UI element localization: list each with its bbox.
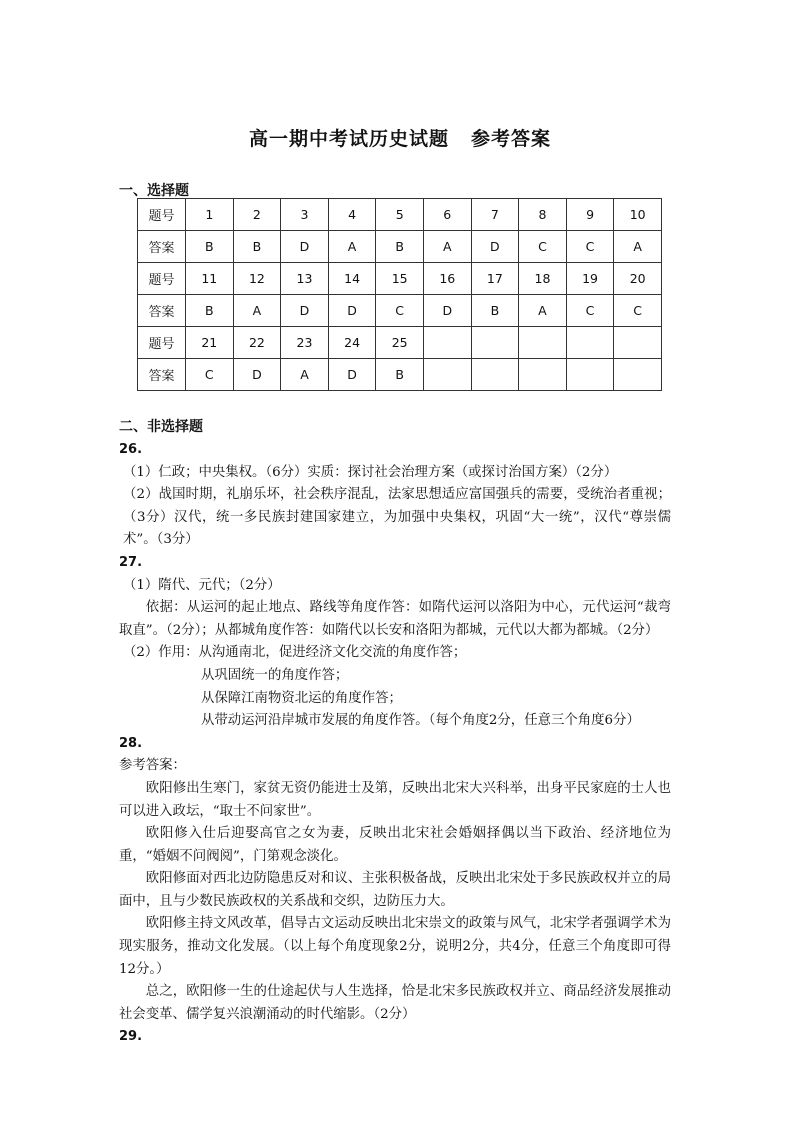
question-number-cell: 23	[281, 327, 329, 359]
answer-cell: D	[328, 359, 376, 391]
question-number-cell: 22	[233, 327, 281, 359]
answer-cell: A	[614, 231, 662, 263]
answer-row	[138, 295, 662, 327]
answer-line: 从巩固统一的角度作答；	[201, 667, 349, 683]
answer-cell	[471, 359, 519, 391]
answer-row	[138, 359, 662, 391]
answer-line: （2）战国时期，礼崩乐坏，社会秩序混乱，法家思想适应富国强兵的需要，受统治者重视；（3分）汉代，统一多民族封建国家建立，为加强中央集权，巩固“大一统”，汉代“尊崇儒术”。（3分）	[123, 487, 671, 548]
question-number-cell: 17	[471, 263, 519, 295]
answer-cell: B	[186, 231, 234, 263]
answer-cell: D	[281, 295, 329, 327]
question-number-cell: 21	[186, 327, 234, 359]
question-number-cell: 4	[328, 199, 376, 231]
question-number-cell: 20	[614, 263, 662, 295]
answer-cell: D	[471, 231, 519, 263]
question-number-cell: 1	[186, 199, 234, 231]
question-number-cell: 24	[328, 327, 376, 359]
question-number: 29.	[119, 1029, 143, 1045]
title-main: 高一期中考试历史试题	[248, 128, 449, 150]
question-number-cell: 11	[186, 263, 234, 295]
answer-cell: C	[186, 359, 234, 391]
answer-line: 欧阳修面对西北边防隐患反对和议、主张积极备战，反映出北宋处于多民族政权并立的局面中，且与少数民族政权的关系战和交织，边防压力大。	[119, 871, 671, 909]
question-number-cell	[614, 327, 662, 359]
question-number-cell: 9	[566, 199, 614, 231]
answer-line: （1）隋代、元代；（2分）	[123, 577, 281, 593]
answer-line: 总之，欧阳修一生的仕途起伏与人生选择，恰是北宋多民族政权并立、商品经济发展推动社会变革、儒学复兴浪潮涌动的时代缩影。（2分）	[119, 984, 671, 1022]
page-title	[0, 124, 800, 151]
answer-cell: C	[566, 295, 614, 327]
answer-row	[138, 231, 662, 263]
answer-line: （2）作用：从沟通南北，促进经济文化交流的角度作答；	[123, 645, 467, 661]
question-number-cell: 14	[328, 263, 376, 295]
row-label: 答案	[138, 295, 186, 327]
answer-cell: D	[328, 295, 376, 327]
question-row	[138, 263, 662, 295]
answer-cell: D	[233, 359, 281, 391]
question-number-cell	[423, 327, 471, 359]
row-label: 答案	[138, 231, 186, 263]
answer-cell: B	[233, 231, 281, 263]
answer-line: 从带动运河沿岸城市发展的角度作答。（每个角度2分，任意三个角度6分）	[201, 713, 640, 729]
question-number: 27.	[119, 554, 143, 570]
question-number-cell: 8	[519, 199, 567, 231]
answer-line: 参考答案：	[119, 758, 186, 774]
answer-cell: A	[519, 295, 567, 327]
question-number-cell: 19	[566, 263, 614, 295]
answers-body	[119, 439, 671, 1049]
answer-cell: A	[281, 359, 329, 391]
question-number-cell: 25	[376, 327, 424, 359]
answer-cell: C	[376, 295, 424, 327]
question-number-cell: 2	[233, 199, 281, 231]
answer-cell: D	[281, 231, 329, 263]
question-number-cell	[471, 327, 519, 359]
question-number-cell: 13	[281, 263, 329, 295]
question-number-cell: 5	[376, 199, 424, 231]
answer-cell: A	[328, 231, 376, 263]
title-sub: 参考答案	[471, 128, 552, 150]
answer-line: 从保障江南物资北运的角度作答；	[201, 690, 402, 706]
answer-cell: A	[233, 295, 281, 327]
answer-line: 欧阳修出生寒门，家贫无资仍能进士及第，反映出北宋大兴科举，出身平民家庭的士人也可以进入政坛，“取士不问家世”。	[119, 780, 671, 819]
question-number-cell: 3	[281, 199, 329, 231]
question-number-cell: 12	[233, 263, 281, 295]
answer-cell: B	[186, 295, 234, 327]
question-number: 26.	[119, 442, 143, 457]
answer-line: （1）仁政；中央集权。（6分）实质：探讨社会治理方案（或探讨治国方案）（2分）	[123, 464, 618, 480]
question-number-cell: 15	[376, 263, 424, 295]
answer-cell: B	[376, 359, 424, 391]
section-heading-nonchoice: 二、非选择题	[119, 419, 203, 435]
question-number-cell	[519, 327, 567, 359]
question-number-cell: 6	[423, 199, 471, 231]
section-heading-choice: 一、选择题	[119, 183, 189, 199]
row-label: 题号	[138, 327, 186, 359]
answer-cell	[423, 359, 471, 391]
row-label: 题号	[138, 263, 186, 295]
question-number-cell: 18	[519, 263, 567, 295]
answer-table	[137, 198, 662, 391]
answer-line: 依据：从运河的起止地点、路线等角度作答：如隋代运河以洛阳为中心，元代运河“裁弯取直”。（2分）；从都城角度作答：如隋代以长安和洛阳为都城，元代以大都为都城。（2分）	[119, 600, 671, 638]
answer-line: 欧阳修入仕后迎娶高官之女为妻，反映出北宋社会婚姻择偶以当下政治、经济地位为重，“婚姻不问阀阅”，门第观念淡化。	[119, 826, 671, 864]
answer-cell	[519, 359, 567, 391]
question-number-cell: 10	[614, 199, 662, 231]
question-number-cell: 7	[471, 199, 519, 231]
row-label: 答案	[138, 359, 186, 391]
question-row	[138, 199, 662, 231]
question-row	[138, 327, 662, 359]
answer-cell	[566, 359, 614, 391]
answer-cell: C	[614, 295, 662, 327]
answer-cell: C	[566, 231, 614, 263]
answer-cell: B	[376, 231, 424, 263]
answer-cell: C	[519, 231, 567, 263]
answer-line: 欧阳修主持文风改革，倡导古文运动反映出北宋崇文的政策与风气，北宋学者强调学术为现实服务，推动文化发展。（以上每个角度现象2分，说明2分，共4分，任意三个角度即可得12分。）	[119, 916, 671, 977]
answer-cell: B	[471, 295, 519, 327]
question-number-cell: 16	[423, 263, 471, 295]
answer-cell	[614, 359, 662, 391]
answer-cell: A	[423, 231, 471, 263]
question-number: 28.	[119, 735, 143, 751]
question-number-cell	[566, 327, 614, 359]
row-label: 题号	[138, 199, 186, 231]
answer-cell: D	[423, 295, 471, 327]
